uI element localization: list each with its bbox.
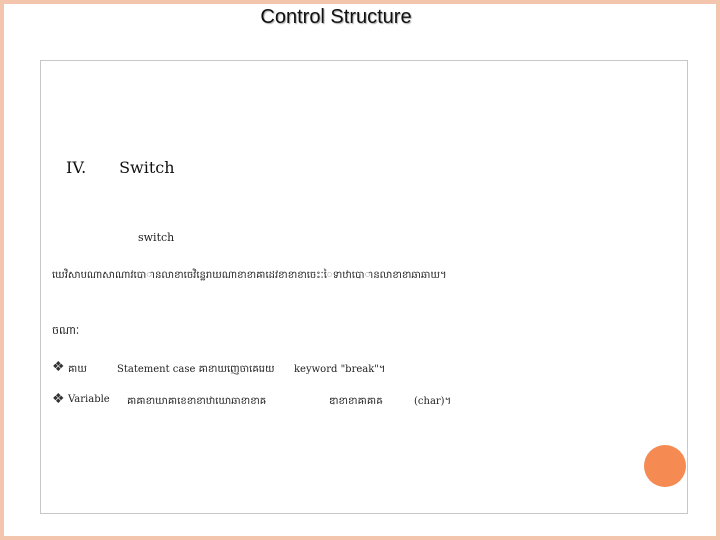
- diamond-bullet-icon: ❖: [52, 359, 65, 375]
- decorative-circle: [644, 445, 686, 487]
- section-number: IV.: [66, 158, 87, 177]
- bullet-2-suffix: (char)។: [414, 396, 452, 407]
- bullet-1-prefix: ឝាឃ: [68, 364, 87, 375]
- slide-title: Control Structure: [260, 6, 412, 28]
- slide-border-left: [0, 0, 4, 540]
- slide-border-right: [716, 0, 720, 540]
- slide-border-bottom: [0, 536, 720, 540]
- description-text: ឃេវិសាបណាសាណាវបោានលាខាចេវិនេ្ឋរាឃណាខាខាឝាដេវខាខាខាចេះៈៃទាឋាបោានលាខាខាឆាឆាឃ។: [52, 270, 447, 281]
- note-label: ចណាៈ: [52, 324, 80, 337]
- bullet-2-text: ឝាឝាខាឃាឝាខេខាខាឋាឃោឆាខាខាឝ: [127, 396, 267, 407]
- bullet-1-text: Statement case ឝាខាឃញេចាឝេរេយ: [117, 364, 275, 375]
- section-title: Switch: [119, 158, 175, 177]
- content-frame: [40, 60, 688, 514]
- switch-keyword: switch: [138, 231, 175, 244]
- slide-border-top: [0, 0, 720, 4]
- bullet-2-middle: ឌាខាខាឝាឝាឝ: [329, 396, 383, 407]
- diamond-bullet-icon: ❖: [52, 391, 65, 407]
- bullet-1-suffix: keyword "break"។: [294, 364, 386, 375]
- section-heading: [66, 158, 175, 177]
- bullet-2-prefix: Variable: [68, 394, 110, 405]
